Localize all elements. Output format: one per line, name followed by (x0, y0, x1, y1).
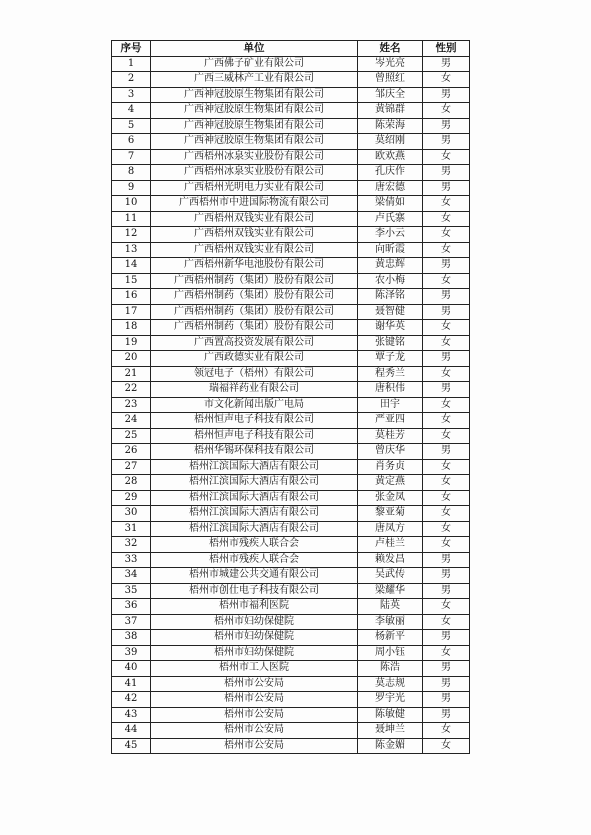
cell-name: 陈荣海 (358, 118, 423, 134)
cell-sex: 男 (423, 56, 470, 72)
cell-sex: 女 (423, 320, 470, 336)
cell-no: 5 (112, 118, 151, 134)
cell-no: 26 (112, 444, 151, 460)
cell-name: 黄忠辉 (358, 258, 423, 274)
cell-sex: 女 (423, 738, 470, 754)
table-row (112, 428, 470, 444)
table-row (112, 382, 470, 398)
cell-sex: 男 (423, 180, 470, 196)
cell-unit: 广西梧州制药（集团）股份有限公司 (151, 273, 358, 289)
cell-sex: 女 (423, 459, 470, 475)
table-row (112, 444, 470, 460)
table-row (112, 320, 470, 336)
table-row (112, 72, 470, 88)
cell-unit: 广西梧州制药（集团）股份有限公司 (151, 289, 358, 305)
cell-name: 覃子龙 (358, 351, 423, 367)
cell-name: 谢华英 (358, 320, 423, 336)
table-row (112, 645, 470, 661)
cell-no: 13 (112, 242, 151, 258)
cell-unit: 梧州市妇幼保健院 (151, 614, 358, 630)
table-row (112, 103, 470, 119)
cell-name: 卢氏寨 (358, 211, 423, 227)
cell-no: 33 (112, 552, 151, 568)
cell-sex: 男 (423, 676, 470, 692)
cell-unit: 梧州华锡环保科技有限公司 (151, 444, 358, 460)
cell-unit: 梧州市妇幼保健院 (151, 645, 358, 661)
cell-no: 27 (112, 459, 151, 475)
cell-name: 黄定燕 (358, 475, 423, 491)
table-row (112, 614, 470, 630)
cell-no: 44 (112, 723, 151, 739)
table-row (112, 211, 470, 227)
cell-no: 21 (112, 366, 151, 382)
cell-sex: 女 (423, 537, 470, 553)
cell-sex: 女 (423, 397, 470, 413)
table-row (112, 630, 470, 646)
cell-name: 曾庆华 (358, 444, 423, 460)
cell-unit: 广西神冠胶原生物集团有限公司 (151, 103, 358, 119)
cell-sex: 女 (423, 645, 470, 661)
cell-no: 42 (112, 692, 151, 708)
table-row (112, 258, 470, 274)
cell-name: 邹庆全 (358, 87, 423, 103)
cell-no: 18 (112, 320, 151, 336)
table-header (112, 41, 470, 57)
cell-name: 肖务贞 (358, 459, 423, 475)
table-row (112, 242, 470, 258)
cell-sex: 男 (423, 304, 470, 320)
cell-unit: 广西政德实业有限公司 (151, 351, 358, 367)
cell-unit: 梧州江滨国际大酒店有限公司 (151, 490, 358, 506)
cell-no: 6 (112, 134, 151, 150)
cell-unit: 广西梧州双钱实业有限公司 (151, 211, 358, 227)
cell-no: 10 (112, 196, 151, 212)
cell-no: 28 (112, 475, 151, 491)
cell-no: 32 (112, 537, 151, 553)
cell-name: 严亚四 (358, 413, 423, 429)
table-row (112, 304, 470, 320)
cell-unit: 市文化新闻出版广电局 (151, 397, 358, 413)
cell-sex: 女 (423, 428, 470, 444)
cell-unit: 广西梧州制药（集团）股份有限公司 (151, 320, 358, 336)
cell-unit: 广西梧州双钱实业有限公司 (151, 227, 358, 243)
table-row (112, 692, 470, 708)
cell-sex: 女 (423, 149, 470, 165)
cell-unit: 梧州恒声电子科技有限公司 (151, 428, 358, 444)
cell-no: 30 (112, 506, 151, 522)
cell-sex: 女 (423, 72, 470, 88)
cell-unit: 梧州江滨国际大酒店有限公司 (151, 506, 358, 522)
cell-no: 24 (112, 413, 151, 429)
cell-name: 陆英 (358, 599, 423, 615)
cell-name: 莫桂芳 (358, 428, 423, 444)
cell-name: 梁倩如 (358, 196, 423, 212)
cell-sex: 男 (423, 552, 470, 568)
cell-sex: 男 (423, 87, 470, 103)
cell-unit: 广西佛子矿业有限公司 (151, 56, 358, 72)
cell-unit: 广西梧州冰泉实业股份有限公司 (151, 165, 358, 181)
table-row (112, 351, 470, 367)
cell-name: 黄锦群 (358, 103, 423, 119)
table-row (112, 599, 470, 615)
cell-no: 39 (112, 645, 151, 661)
cell-sex: 男 (423, 118, 470, 134)
table-row (112, 134, 470, 150)
cell-name: 孔庆作 (358, 165, 423, 181)
cell-no: 9 (112, 180, 151, 196)
header-unit: 单位 (151, 41, 358, 57)
cell-name: 陈金媚 (358, 738, 423, 754)
table-row (112, 149, 470, 165)
table-row (112, 227, 470, 243)
cell-no: 17 (112, 304, 151, 320)
cell-name: 岑光亮 (358, 56, 423, 72)
cell-name: 罗宇光 (358, 692, 423, 708)
cell-sex: 女 (423, 599, 470, 615)
table-body (112, 56, 470, 754)
cell-name: 田宇 (358, 397, 423, 413)
cell-no: 40 (112, 661, 151, 677)
cell-name: 吴武传 (358, 568, 423, 584)
cell-sex: 女 (423, 227, 470, 243)
table-row (112, 289, 470, 305)
cell-name: 张键铭 (358, 335, 423, 351)
table-row (112, 56, 470, 72)
cell-unit: 广西梧州市中进国际物流有限公司 (151, 196, 358, 212)
cell-sex: 女 (423, 506, 470, 522)
cell-sex: 女 (423, 490, 470, 506)
cell-unit: 广西神冠胶原生物集团有限公司 (151, 118, 358, 134)
table-row (112, 521, 470, 537)
header-row (112, 41, 470, 57)
cell-no: 11 (112, 211, 151, 227)
cell-sex: 男 (423, 630, 470, 646)
cell-no: 45 (112, 738, 151, 754)
roster-table (111, 40, 470, 754)
cell-name: 莫志规 (358, 676, 423, 692)
cell-name: 李小云 (358, 227, 423, 243)
cell-unit: 梧州恒声电子科技有限公司 (151, 413, 358, 429)
cell-no: 1 (112, 56, 151, 72)
cell-sex: 男 (423, 444, 470, 460)
cell-name: 向昕霞 (358, 242, 423, 258)
cell-no: 31 (112, 521, 151, 537)
cell-sex: 男 (423, 351, 470, 367)
cell-unit: 梧州江滨国际大酒店有限公司 (151, 459, 358, 475)
cell-no: 20 (112, 351, 151, 367)
cell-unit: 梧州江滨国际大酒店有限公司 (151, 475, 358, 491)
cell-sex: 男 (423, 382, 470, 398)
cell-no: 2 (112, 72, 151, 88)
cell-unit: 领冠电子（梧州）有限公司 (151, 366, 358, 382)
cell-name: 李敏丽 (358, 614, 423, 630)
cell-no: 14 (112, 258, 151, 274)
cell-no: 12 (112, 227, 151, 243)
cell-sex: 女 (423, 521, 470, 537)
cell-sex: 男 (423, 134, 470, 150)
table-row (112, 165, 470, 181)
cell-name: 张金凤 (358, 490, 423, 506)
header-sex: 性别 (423, 41, 470, 57)
cell-sex: 女 (423, 196, 470, 212)
cell-no: 43 (112, 707, 151, 723)
cell-name: 程秀兰 (358, 366, 423, 382)
cell-unit: 瑞福祥药业有限公司 (151, 382, 358, 398)
cell-unit: 梧州市妇幼保健院 (151, 630, 358, 646)
cell-name: 赖发昌 (358, 552, 423, 568)
table-row (112, 568, 470, 584)
cell-no: 34 (112, 568, 151, 584)
cell-unit: 梧州市福利医院 (151, 599, 358, 615)
cell-no: 22 (112, 382, 151, 398)
cell-name: 梁耀华 (358, 583, 423, 599)
table-row (112, 738, 470, 754)
cell-name: 唐积伟 (358, 382, 423, 398)
cell-no: 38 (112, 630, 151, 646)
cell-name: 欧欢燕 (358, 149, 423, 165)
cell-unit: 梧州市工人医院 (151, 661, 358, 677)
cell-unit: 梧州市残疾人联合会 (151, 537, 358, 553)
cell-name: 唐凤方 (358, 521, 423, 537)
cell-unit: 梧州市创仕电子科技有限公司 (151, 583, 358, 599)
table-row (112, 552, 470, 568)
cell-unit: 广西梧州冰泉实业股份有限公司 (151, 149, 358, 165)
cell-unit: 梧州市公安局 (151, 692, 358, 708)
cell-no: 41 (112, 676, 151, 692)
table-row (112, 366, 470, 382)
cell-no: 25 (112, 428, 151, 444)
cell-name: 陈泽铭 (358, 289, 423, 305)
cell-sex: 男 (423, 661, 470, 677)
cell-sex: 女 (423, 366, 470, 382)
cell-unit: 梧州市公安局 (151, 723, 358, 739)
cell-sex: 女 (423, 413, 470, 429)
cell-unit: 广西神冠胶原生物集团有限公司 (151, 134, 358, 150)
cell-sex: 男 (423, 258, 470, 274)
cell-sex: 男 (423, 583, 470, 599)
cell-sex: 女 (423, 614, 470, 630)
table-row (112, 87, 470, 103)
cell-no: 37 (112, 614, 151, 630)
cell-unit: 梧州市城建公共交通有限公司 (151, 568, 358, 584)
table-row (112, 661, 470, 677)
cell-no: 8 (112, 165, 151, 181)
table-row (112, 397, 470, 413)
cell-name: 黎亚菊 (358, 506, 423, 522)
cell-name: 陈敏健 (358, 707, 423, 723)
table-row (112, 196, 470, 212)
cell-name: 周小钰 (358, 645, 423, 661)
table-row (112, 707, 470, 723)
cell-name: 曾照红 (358, 72, 423, 88)
cell-unit: 广西梧州新华电池股份有限公司 (151, 258, 358, 274)
cell-sex: 男 (423, 165, 470, 181)
cell-name: 聂坤兰 (358, 723, 423, 739)
cell-unit: 广西梧州制药（集团）股份有限公司 (151, 304, 358, 320)
cell-no: 36 (112, 599, 151, 615)
cell-no: 29 (112, 490, 151, 506)
table-row (112, 118, 470, 134)
cell-name: 卢桂兰 (358, 537, 423, 553)
cell-unit: 广西梧州光明电力实业有限公司 (151, 180, 358, 196)
cell-no: 15 (112, 273, 151, 289)
cell-sex: 男 (423, 568, 470, 584)
cell-sex: 女 (423, 211, 470, 227)
table-row (112, 475, 470, 491)
table-row (112, 583, 470, 599)
table-row (112, 273, 470, 289)
cell-unit: 广西置高投资发展有限公司 (151, 335, 358, 351)
table-row (112, 723, 470, 739)
table-row (112, 676, 470, 692)
cell-name: 唐宏德 (358, 180, 423, 196)
cell-sex: 女 (423, 335, 470, 351)
cell-no: 23 (112, 397, 151, 413)
cell-name: 莫绍刚 (358, 134, 423, 150)
cell-no: 4 (112, 103, 151, 119)
cell-no: 7 (112, 149, 151, 165)
cell-sex: 男 (423, 692, 470, 708)
cell-sex: 男 (423, 289, 470, 305)
cell-sex: 女 (423, 103, 470, 119)
cell-sex: 女 (423, 242, 470, 258)
cell-no: 3 (112, 87, 151, 103)
cell-unit: 广西三威林产工业有限公司 (151, 72, 358, 88)
cell-no: 19 (112, 335, 151, 351)
cell-name: 农小梅 (358, 273, 423, 289)
cell-sex: 女 (423, 273, 470, 289)
table-row (112, 180, 470, 196)
cell-sex: 女 (423, 475, 470, 491)
cell-unit: 广西梧州双钱实业有限公司 (151, 242, 358, 258)
cell-unit: 梧州市残疾人联合会 (151, 552, 358, 568)
header-no: 序号 (112, 41, 151, 57)
table-row (112, 459, 470, 475)
cell-unit: 梧州市公安局 (151, 707, 358, 723)
table-row (112, 335, 470, 351)
cell-name: 陈浩 (358, 661, 423, 677)
cell-name: 杨新平 (358, 630, 423, 646)
cell-unit: 梧州市公安局 (151, 676, 358, 692)
table-row (112, 413, 470, 429)
header-name: 姓名 (358, 41, 423, 57)
table-row (112, 490, 470, 506)
cell-no: 16 (112, 289, 151, 305)
cell-sex: 女 (423, 723, 470, 739)
cell-no: 35 (112, 583, 151, 599)
cell-unit: 梧州江滨国际大酒店有限公司 (151, 521, 358, 537)
table-row (112, 506, 470, 522)
cell-name: 聂智健 (358, 304, 423, 320)
cell-sex: 男 (423, 707, 470, 723)
cell-unit: 广西神冠胶原生物集团有限公司 (151, 87, 358, 103)
cell-unit: 梧州市公安局 (151, 738, 358, 754)
table-row (112, 537, 470, 553)
